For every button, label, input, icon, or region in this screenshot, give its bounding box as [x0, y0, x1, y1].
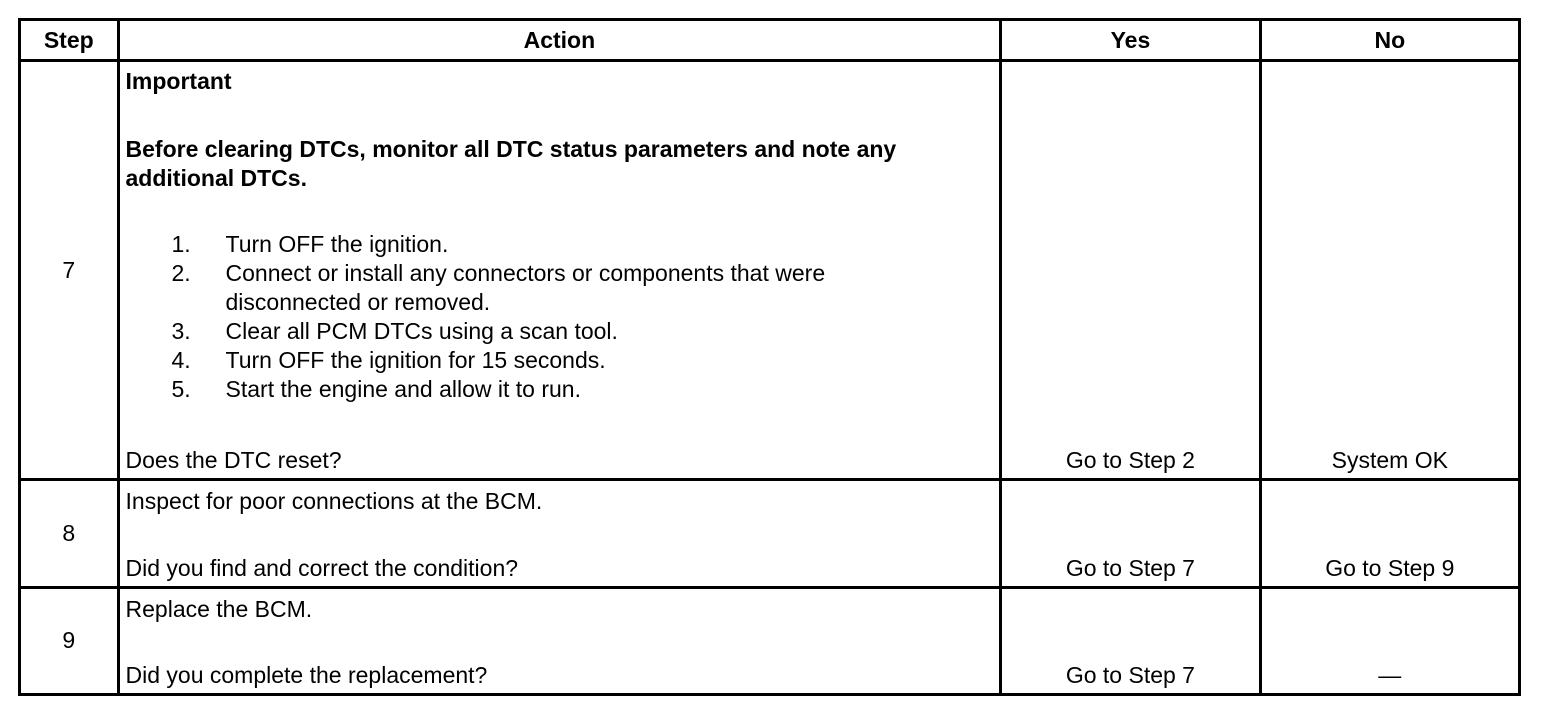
header-yes: Yes	[1001, 20, 1260, 61]
question-text: Does the DTC reset?	[125, 447, 342, 474]
action-cell	[118, 587, 1001, 694]
list-item	[172, 317, 926, 346]
list-item-text: Turn OFF the ignition.	[225, 231, 449, 258]
yes-result: Go to Step 7	[1001, 480, 1260, 587]
header-row	[20, 20, 1520, 61]
table-row	[20, 587, 1520, 694]
question-text: Did you find and correct the condition?	[125, 554, 519, 581]
list-item	[172, 375, 926, 404]
table-row	[20, 61, 1520, 480]
list-item-text: Start the engine and allow it to run.	[225, 376, 581, 403]
list-item-number: 5.	[171, 376, 191, 403]
question-text: Did you complete the replacement?	[125, 662, 488, 688]
list-item-number: 2.	[171, 260, 191, 287]
list-item	[172, 230, 926, 259]
important-heading: Important	[125, 68, 232, 95]
header-action: Action	[118, 20, 1001, 61]
list-item-number: 4.	[171, 347, 191, 374]
header-step: Step	[20, 20, 119, 61]
header-no: No	[1260, 20, 1519, 61]
step-number: 9	[20, 587, 119, 694]
list-item	[172, 346, 926, 375]
no-result: Go to Step 9	[1260, 480, 1519, 587]
procedure-list	[172, 230, 926, 404]
list-item-text: Clear all PCM DTCs using a scan tool.	[225, 318, 618, 345]
action-cell	[118, 480, 1001, 587]
yes-result: Go to Step 7	[1001, 587, 1260, 694]
instruction-text: Inspect for poor connections at the BCM.	[125, 488, 543, 515]
instruction-text: Replace the BCM.	[125, 595, 313, 622]
action-cell	[118, 61, 1001, 480]
list-item-text: Connect or install any connectors or components that were disconnected or removed.	[225, 260, 826, 316]
list-item	[172, 259, 926, 317]
no-result: —	[1260, 587, 1519, 694]
yes-result: Go to Step 2	[1001, 61, 1260, 480]
step-number: 8	[20, 480, 119, 587]
diagnostic-table	[18, 18, 1521, 696]
important-text: Before clearing DTCs, monitor all DTC status parameters and note any additional DTCs.	[125, 136, 897, 192]
table-row	[20, 480, 1520, 587]
list-item-number: 3.	[171, 318, 191, 345]
step-number: 7	[20, 61, 119, 480]
list-item-number: 1.	[171, 231, 191, 258]
list-item-text: Turn OFF the ignition for 15 seconds.	[225, 347, 606, 374]
no-result: System OK	[1260, 61, 1519, 480]
